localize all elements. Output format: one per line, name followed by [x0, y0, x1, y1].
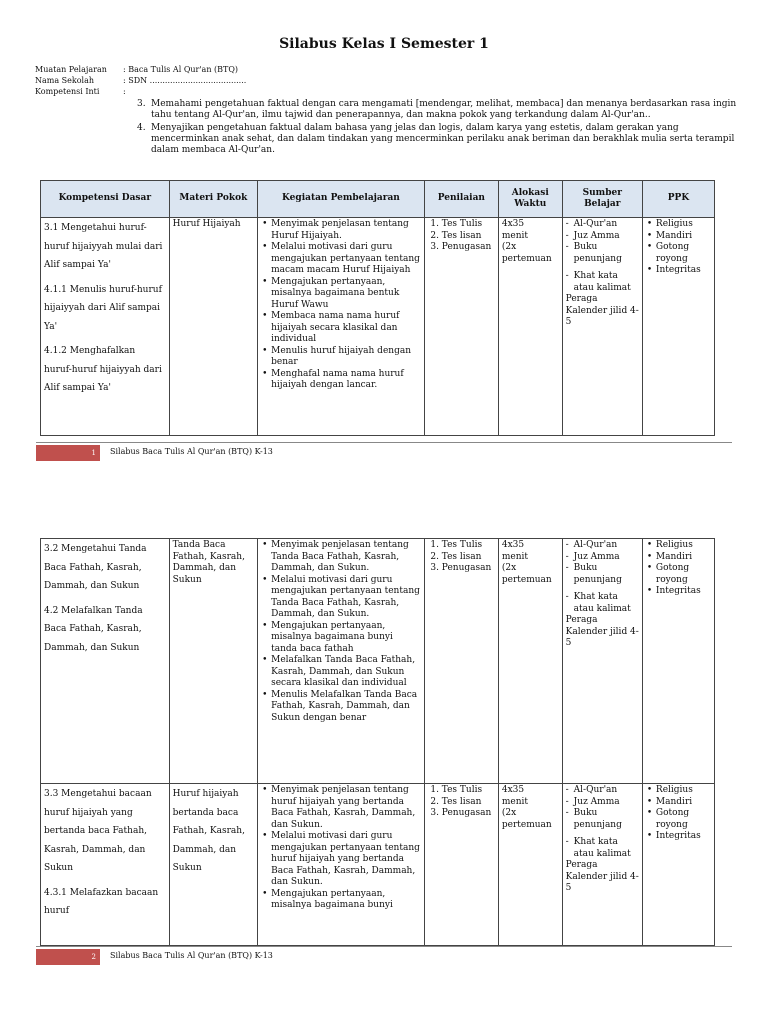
syllabus-table-2 — [40, 538, 715, 946]
cell-alokasi: 4x35 menit (2x pertemuan — [498, 784, 562, 946]
header-kegiatan: Kegiatan Pembelajaran — [258, 181, 425, 218]
page-title: Silabus Kelas I Semester 1 — [279, 36, 489, 52]
meta-block — [35, 64, 246, 97]
header-sumber: Sumber Belajar — [562, 181, 642, 218]
page-number: 2 — [36, 949, 100, 965]
list-item: • Melalui motivasi dari guru mengajukan pertanyaan tentang huruf hijaiyah yang bertanda Baca Fathah, Kasrah, Dammah, dan Sukun. — [271, 831, 421, 889]
list-item: • Menyimak penjelasan tentang huruf hijaiyah yang bertanda Baca Fathah, Kasrah, Dammah, dan Sukun. — [271, 785, 421, 831]
list-item: • Membaca nama nama huruf hijaiyah secara klasikal dan individual — [271, 311, 421, 346]
page-2 — [0, 520, 768, 1024]
cell-kegiatan — [258, 218, 425, 436]
list-item: • Melalui motivasi dari guru mengajukan pertanyaan tentang Tanda Baca Fathah, Kasrah, Dammah, dan Sukun. — [271, 575, 421, 621]
meta-row-ki: Kompetensi Inti : — [35, 87, 126, 96]
syllabus-table-1 — [40, 180, 715, 436]
cell-kegiatan — [258, 784, 425, 946]
meta-row-sekolah: Nama Sekolah : SDN ...................................... — [35, 76, 247, 85]
list-item: • Menulis huruf hijaiyah dengan benar — [271, 346, 421, 369]
list-item: • Menulis Melafalkan Tanda Baca Fathah, Kasrah, Dammah, dan Sukun dengan benar — [271, 690, 421, 725]
page-footer — [36, 946, 732, 965]
cell-penilaian: 1. Tes Tulis 2. Tes lisan 3. Penugasan — [424, 784, 498, 946]
page-number: 1 — [36, 445, 100, 461]
cell-ppk: • Religius • Mandiri • Gotong royong • Integritas — [642, 539, 714, 784]
cell-sumber: - Al-Qur'an - Juz Amma - Buku penunjang - Khat kata atau kalimat Peraga Kalender jilid 4-5 — [562, 218, 642, 436]
cell-sumber: - Al-Qur'an - Juz Amma - Buku penunjang - Khat kata atau kalimat Peraga Kalender jilid 4-5 — [562, 539, 642, 784]
cell-sumber: - Al-Qur'an - Juz Amma - Buku penunjang - Khat kata atau kalimat Peraga Kalender jilid 4-5 — [562, 784, 642, 946]
cell-penilaian: 1. Tes Tulis 2. Tes lisan 3. Penugasan — [424, 539, 498, 784]
cell-kegiatan — [258, 539, 425, 784]
cell-alokasi: 4x35 menit (2x pertemuan — [498, 539, 562, 784]
list-item: • Melafalkan Tanda Baca Fathah, Kasrah, Dammah, dan Sukun secara klasikal dan individual — [271, 655, 421, 690]
cell-ppk: • Religius • Mandiri • Gotong royong • Integritas — [642, 784, 714, 946]
cell-kd: 3.3 Mengetahui bacaan huruf hijaiyah yang bertanda baca Fathah, Kasrah, Dammah, dan Sukun 4.3.1 Melafazkan bacaan huruf — [41, 784, 170, 946]
meta-row-muatan: Muatan Pelajaran : Baca Tulis Al Qur'an (BTQ) — [35, 65, 239, 74]
header-alokasi: Alokasi Waktu — [498, 181, 562, 218]
cell-materi: Tanda Baca Fathah, Kasrah, Dammah, dan Sukun — [169, 539, 257, 784]
header-ppk: PPK — [642, 181, 714, 218]
page-gap — [0, 470, 768, 520]
cell-materi: Huruf Hijaiyah — [169, 218, 257, 436]
list-item: • Menyimak penjelasan tentang Tanda Baca Fathah, Kasrah, Dammah, dan Sukun. — [271, 540, 421, 575]
cell-alokasi: 4x35 menit (2x pertemuan — [498, 218, 562, 436]
footer-text: Silabus Baca Tulis Al Qur'an (BTQ) K-13 — [110, 447, 273, 456]
table-row — [41, 539, 715, 784]
list-item: • Mengajukan pertanyaan, misalnya bagaimana bunyi — [271, 889, 421, 912]
list-item: • Mengajukan pertanyaan, misalnya bagaimana bunyi tanda baca fathah — [271, 621, 421, 656]
cell-penilaian: 1. Tes Tulis 2. Tes lisan 3. Penugasan — [424, 218, 498, 436]
list-item: • Mengajukan pertanyaan, misalnya bagaimana bentuk Huruf Wawu — [271, 277, 421, 312]
list-item: • Menyimak penjelasan tentang Huruf Hijaiyah. — [271, 219, 421, 242]
list-item: • Menghafal nama nama huruf hijaiyah dengan lancar. — [271, 369, 421, 392]
page-1 — [0, 0, 768, 470]
cell-ppk: • Religius • Mandiri • Gotong royong • Integritas — [642, 218, 714, 436]
table-row — [41, 784, 715, 946]
footer-text: Silabus Baca Tulis Al Qur'an (BTQ) K-13 — [110, 951, 273, 960]
cell-kd: 3.1 Mengetahui huruf-huruf hijaiyyah mulai dari Alif sampai Ya' 4.1.1 Menulis huruf-huruf hijaiyyah dari Alif sampai Ya' 4.1.2 Menghafalkan huruf-huruf hijaiyyah dari Alif sampai Ya' — [41, 218, 170, 436]
ki-item: 3. Memahami pengetahuan faktual dengan cara mengamati [mendengar, melihat, membaca] dan menanya berdasarkan rasa ingin tahu tentang Al-Qur'an, ilmu tajwid dan penerapannya, dan makna pokok yang terkandung dalam Al-Qur'an.. — [137, 99, 737, 120]
table-row — [41, 218, 715, 436]
page-footer — [36, 442, 732, 461]
kompetensi-inti-list — [137, 99, 737, 158]
header-materi: Materi Pokok — [169, 181, 257, 218]
ki-item: 4. Menyajikan pengetahuan faktual dalam bahasa yang jelas dan logis, dalam karya yang estetis, dalam gerakan yang mencerminkan anak sehat, dan dalam tindakan yang mencerminkan perilaku anak beriman dan berakhlak mulia serta terampil dalam membaca Al-Qur'an. — [137, 123, 735, 155]
table-header-row — [41, 181, 715, 218]
header-penilaian: Penilaian — [424, 181, 498, 218]
list-item: • Melalui motivasi dari guru mengajukan pertanyaan tentang macam macam Huruf Hijaiyah — [271, 242, 421, 277]
cell-materi: Huruf hijaiyah bertanda baca Fathah, Kasrah, Dammah, dan Sukun — [169, 784, 257, 946]
header-kd: Kompetensi Dasar — [41, 181, 170, 218]
cell-kd: 3.2 Mengetahui Tanda Baca Fathah, Kasrah, Dammah, dan Sukun 4.2 Melafalkan Tanda Baca Fathah, Kasrah, Dammah, dan Sukun — [41, 539, 170, 784]
